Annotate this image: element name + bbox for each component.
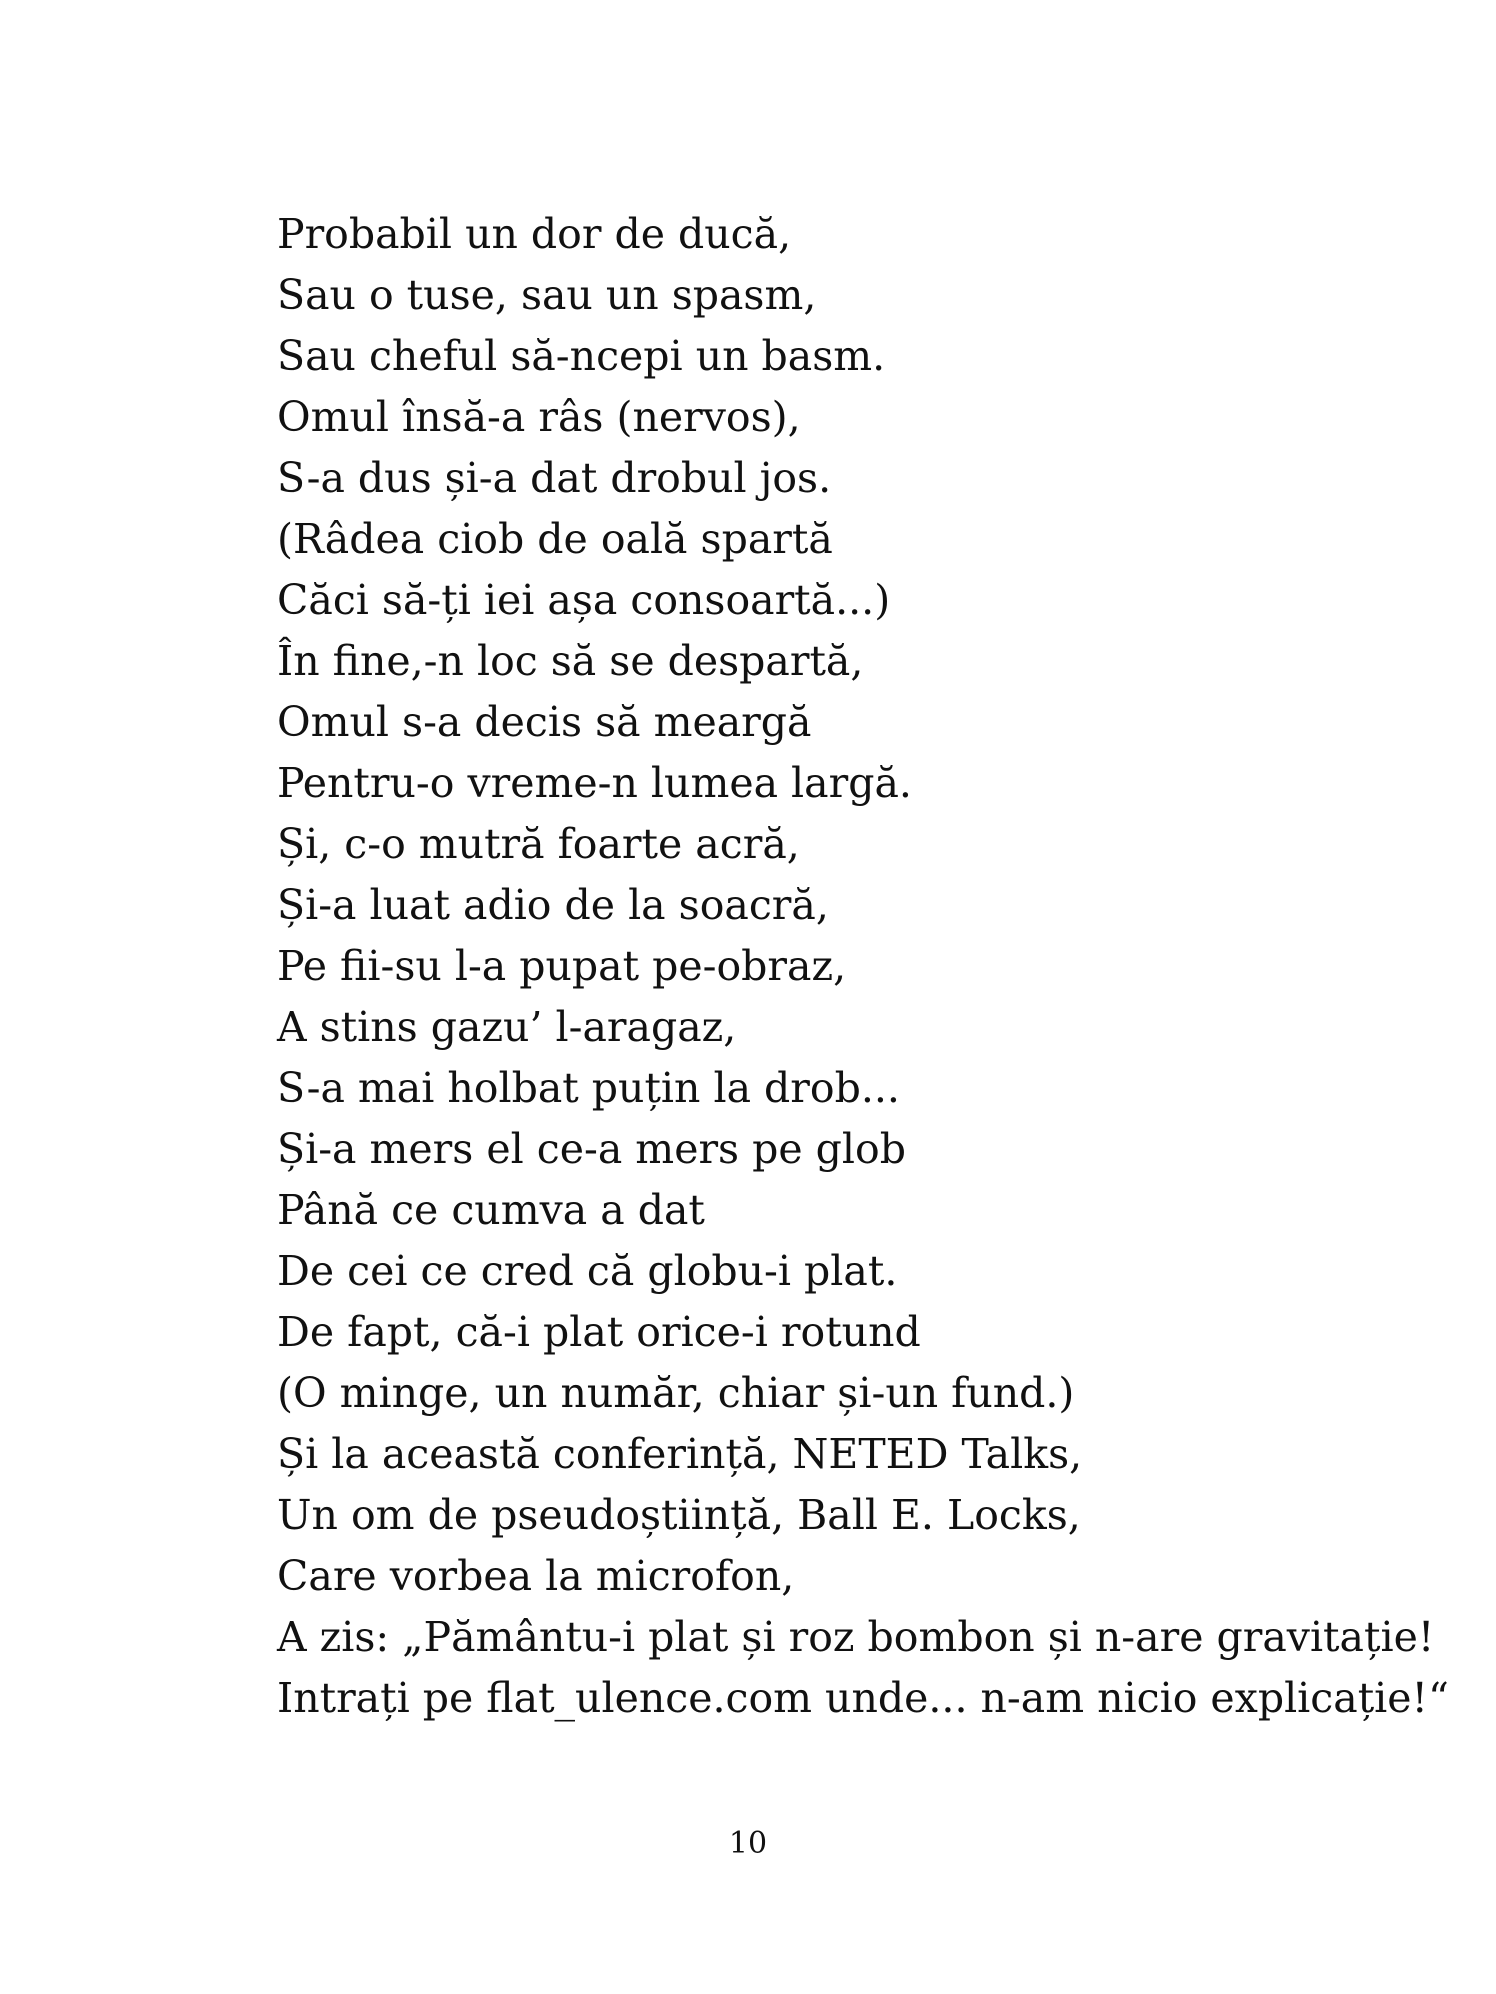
poem-line: A stins gazu’ l-aragaz, [277,1003,737,1051]
poem-line: (Râdea ciob de oală spartă [277,515,833,563]
poem-line: S-a mai holbat puțin la drob... [277,1064,900,1112]
poem-line: A zis: „Pământu-i plat și roz bombon și n-are gravitație! [277,1613,1435,1661]
poem-line: Omul s-a decis să meargă [277,698,812,746]
poem-line: Și-a luat adio de la soacră, [277,881,829,929]
poem-line: În fine,-n loc să se despartă, [277,637,864,685]
poem-line: Și la această conferință, NETED Talks, [277,1430,1083,1478]
poem-line: Căci să-ți iei așa consoartă...) [277,576,891,624]
poem-line: Pe fii-su l-a pupat pe-obraz, [277,942,847,990]
poem-line: Intrați pe flat_ulence.com unde... n-am nicio explicație!“ [277,1674,1449,1722]
poem-line: Și, c-o mutră foarte acră, [277,820,800,868]
poem-line: S-a dus și-a dat drobul jos. [277,454,832,502]
poem-line: Probabil un dor de ducă, [277,210,792,258]
poem-line: De cei ce cred că globu-i plat. [277,1247,898,1295]
poem-line: Și-a mers el ce-a mers pe glob [277,1125,906,1173]
poem-line: (O minge, un număr, chiar și-un fund.) [277,1369,1075,1417]
poem-line: Sau o tuse, sau un spasm, [277,271,817,319]
poem-line: Care vorbea la microfon, [277,1552,795,1600]
page-number: 10 [728,1826,768,1861]
poem-line: Omul însă-a râs (nervos), [277,393,801,441]
poem-line: Un om de pseudoștiință, Ball E. Locks, [277,1491,1081,1539]
poem-line: Până ce cumva a dat [277,1186,705,1234]
poem-line: De fapt, că-i plat orice-i rotund [277,1308,921,1356]
poem-text [277,204,1449,1729]
poem-line: Sau cheful să-ncepi un basm. [277,332,886,380]
poem-line: Pentru-o vreme-n lumea largă. [277,759,912,807]
